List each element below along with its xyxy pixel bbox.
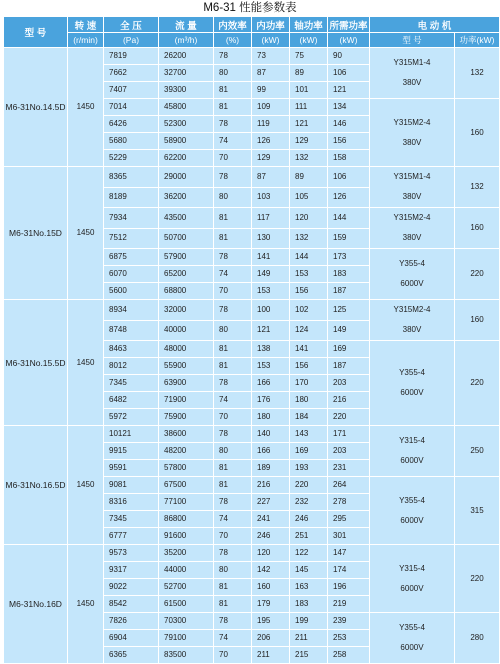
motor-model-cell [370,99,455,167]
motor-power-cell: 220 [455,249,500,300]
required-power-cell: 121 [328,82,370,99]
required-power-cell: 173 [328,249,370,266]
internal-power-cell: 119 [252,116,290,133]
pressure-cell: 7512 [104,228,159,249]
internal-power-cell: 180 [252,409,290,426]
required-power-cell: 134 [328,99,370,116]
internal-power-cell: 73 [252,48,290,65]
pressure-cell: 9022 [104,579,159,596]
motor-voltage-text: 6000V [400,643,424,652]
motor-power-cell: 160 [455,208,500,249]
shaft-power-cell: 211 [290,630,328,647]
speed-cell: 1450 [68,167,104,300]
shaft-power-cell: 145 [290,562,328,579]
unit-shaft-power: (kW) [290,33,328,48]
shaft-power-cell: 193 [290,460,328,477]
motor-model-text: Y315-4 [399,563,425,573]
motor-model-cell [370,48,455,99]
flow-cell: 67500 [159,477,214,494]
pressure-cell: 10121 [104,426,159,443]
flow-cell: 70300 [159,613,214,630]
required-power-cell: 106 [328,167,370,188]
pressure-cell: 6482 [104,392,159,409]
internal-efficiency-cell: 81 [214,460,252,477]
shaft-power-cell: 101 [290,82,328,99]
internal-power-cell: 149 [252,266,290,283]
flow-cell: 68800 [159,283,214,300]
flow-cell: 79100 [159,630,214,647]
motor-voltage-text: 6000V [400,583,424,593]
motor-model-text: Y315M2-4 [393,117,431,127]
internal-power-cell: 206 [252,630,290,647]
internal-power-cell: 211 [252,647,290,664]
performance-table [3,16,500,664]
internal-efficiency-cell: 78 [214,494,252,511]
internal-efficiency-cell: 78 [214,167,252,188]
flow-cell: 50700 [159,228,214,249]
motor-power-cell: 250 [455,426,500,477]
pressure-cell: 7407 [104,82,159,99]
motor-voltage-text: 6000V [400,279,424,288]
col-header-motor: 电 动 机 [370,17,500,33]
required-power-cell: 158 [328,150,370,167]
flow-cell: 86800 [159,511,214,528]
pressure-cell: 9591 [104,460,159,477]
required-power-cell: 264 [328,477,370,494]
flow-cell: 35200 [159,545,214,562]
speed-cell: 1450 [68,300,104,426]
motor-model-cell [370,341,455,426]
pressure-cell: 5972 [104,409,159,426]
shaft-power-cell: 199 [290,613,328,630]
pressure-cell: 8316 [104,494,159,511]
internal-efficiency-cell: 81 [214,596,252,613]
internal-power-cell: 87 [252,167,290,188]
shaft-power-cell: 122 [290,545,328,562]
table-row [4,167,500,188]
required-power-cell: 183 [328,266,370,283]
internal-power-cell: 129 [252,150,290,167]
motor-model-text: Y315-4 [399,436,425,445]
internal-efficiency-cell: 74 [214,392,252,409]
shaft-power-cell: 132 [290,150,328,167]
required-power-cell: 146 [328,116,370,133]
motor-model-text: Y355-4 [399,368,425,377]
fan-model-cell: M6-31No.16.5D [4,426,68,545]
motor-model-text: Y355-4 [399,623,425,632]
unit-flow: (m³/h) [159,33,214,48]
internal-power-cell: 160 [252,579,290,596]
shaft-power-cell: 143 [290,426,328,443]
internal-power-cell: 227 [252,494,290,511]
internal-efficiency-cell: 81 [214,477,252,494]
motor-model-cell [370,477,455,545]
required-power-cell: 156 [328,133,370,150]
required-power-cell: 295 [328,511,370,528]
internal-efficiency-cell: 70 [214,647,252,664]
motor-power-cell: 220 [455,341,500,426]
internal-efficiency-cell: 81 [214,82,252,99]
table-row [4,48,500,65]
internal-power-cell: 241 [252,511,290,528]
internal-power-cell: 166 [252,375,290,392]
motor-power-cell: 280 [455,613,500,664]
internal-power-cell: 100 [252,300,290,321]
unit-required-power: (kW) [328,33,370,48]
flow-cell: 63900 [159,375,214,392]
internal-power-cell: 99 [252,82,290,99]
table-row [4,545,500,562]
shaft-power-cell: 121 [290,116,328,133]
flow-cell: 77100 [159,494,214,511]
flow-cell: 61500 [159,596,214,613]
internal-power-cell: 246 [252,528,290,545]
pressure-cell: 7826 [104,613,159,630]
motor-model-cell [370,167,455,208]
fan-model-cell: M6-31No.15.5D [4,300,68,426]
internal-efficiency-cell: 78 [214,426,252,443]
flow-cell: 39300 [159,82,214,99]
required-power-cell: 219 [328,596,370,613]
internal-efficiency-cell: 70 [214,409,252,426]
required-power-cell: 90 [328,48,370,65]
required-power-cell: 144 [328,208,370,229]
internal-efficiency-cell: 80 [214,187,252,208]
shaft-power-cell: 124 [290,320,328,341]
shaft-power-cell: 102 [290,300,328,321]
internal-power-cell: 176 [252,392,290,409]
flow-cell: 91600 [159,528,214,545]
flow-cell: 32700 [159,65,214,82]
motor-power-cell: 160 [455,300,500,341]
flow-cell: 83500 [159,647,214,664]
pressure-cell: 9317 [104,562,159,579]
motor-voltage-text: 380V [402,192,422,201]
pressure-cell: 8748 [104,320,159,341]
internal-power-cell: 130 [252,228,290,249]
shaft-power-cell: 183 [290,596,328,613]
flow-cell: 62200 [159,150,214,167]
pressure-cell: 8542 [104,596,159,613]
internal-efficiency-cell: 78 [214,545,252,562]
pressure-cell: 6777 [104,528,159,545]
internal-efficiency-cell: 80 [214,65,252,82]
internal-efficiency-cell: 80 [214,443,252,460]
internal-power-cell: 109 [252,99,290,116]
required-power-cell: 258 [328,647,370,664]
internal-power-cell: 141 [252,249,290,266]
shaft-power-cell: 105 [290,187,328,208]
motor-model-cell [370,613,455,664]
shaft-power-cell: 156 [290,358,328,375]
required-power-cell: 231 [328,460,370,477]
motor-model-text: Y315M1-4 [393,58,431,67]
pressure-cell: 8012 [104,358,159,375]
internal-efficiency-cell: 80 [214,562,252,579]
unit-pressure: (Pa) [104,33,159,48]
flow-cell: 26200 [159,48,214,65]
internal-power-cell: 153 [252,358,290,375]
required-power-cell: 216 [328,392,370,409]
motor-voltage-text: 380V [402,233,422,242]
internal-efficiency-cell: 70 [214,528,252,545]
flow-cell: 45800 [159,99,214,116]
flow-cell: 55900 [159,358,214,375]
internal-power-cell: 216 [252,477,290,494]
col-header-pressure: 全 压 [104,17,159,33]
motor-voltage-text: 6000V [400,456,424,465]
shaft-power-cell: 169 [290,443,328,460]
internal-efficiency-cell: 81 [214,579,252,596]
internal-power-cell: 117 [252,208,290,229]
flow-cell: 65200 [159,266,214,283]
internal-efficiency-cell: 78 [214,375,252,392]
flow-cell: 48200 [159,443,214,460]
flow-cell: 29000 [159,167,214,188]
required-power-cell: 220 [328,409,370,426]
header-row-top [4,17,500,33]
motor-model-text: Y315M2-4 [393,213,431,222]
motor-power-cell: 132 [455,167,500,208]
pressure-cell: 7934 [104,208,159,229]
shaft-power-cell: 89 [290,167,328,188]
pressure-cell: 5680 [104,133,159,150]
required-power-cell: 169 [328,341,370,358]
fan-model-cell: M6-31No.14.5D [4,48,68,167]
speed-cell: 1450 [68,48,104,167]
internal-power-cell: 153 [252,283,290,300]
flow-cell: 43500 [159,208,214,229]
flow-cell: 71900 [159,392,214,409]
pressure-cell: 6070 [104,266,159,283]
shaft-power-cell: 144 [290,249,328,266]
internal-efficiency-cell: 81 [214,99,252,116]
header-row-units [4,33,500,48]
required-power-cell: 125 [328,300,370,321]
required-power-cell: 278 [328,494,370,511]
col-header-motor-model: 型 号 [370,33,455,48]
internal-power-cell: 120 [252,545,290,562]
shaft-power-cell: 251 [290,528,328,545]
motor-power-cell: 315 [455,477,500,545]
required-power-cell: 126 [328,187,370,208]
col-header-speed: 转 速 [68,17,104,33]
speed-cell: 1450 [68,426,104,545]
shaft-power-cell: 180 [290,392,328,409]
required-power-cell: 174 [328,562,370,579]
internal-power-cell: 166 [252,443,290,460]
required-power-cell: 106 [328,65,370,82]
fan-model-cell: M6-31No.15D [4,167,68,300]
required-power-cell: 187 [328,358,370,375]
shaft-power-cell: 132 [290,228,328,249]
required-power-cell: 171 [328,426,370,443]
motor-model-cell [370,300,455,341]
pressure-cell: 7345 [104,511,159,528]
pressure-cell: 8463 [104,341,159,358]
shaft-power-cell: 220 [290,477,328,494]
internal-efficiency-cell: 78 [214,249,252,266]
internal-efficiency-cell: 81 [214,358,252,375]
flow-cell: 57900 [159,249,214,266]
pressure-cell: 7345 [104,375,159,392]
flow-cell: 75900 [159,409,214,426]
internal-efficiency-cell: 74 [214,630,252,647]
flow-cell: 32000 [159,300,214,321]
shaft-power-cell: 111 [290,99,328,116]
unit-internal-power: (kW) [252,33,290,48]
required-power-cell: 253 [328,630,370,647]
unit-internal-efficiency: (%) [214,33,252,48]
required-power-cell: 196 [328,579,370,596]
col-header-internal-power: 内功率 [252,17,290,33]
flow-cell: 36200 [159,187,214,208]
required-power-cell: 149 [328,320,370,341]
shaft-power-cell: 232 [290,494,328,511]
flow-cell: 44000 [159,562,214,579]
required-power-cell: 159 [328,228,370,249]
internal-power-cell: 189 [252,460,290,477]
pressure-cell: 6426 [104,116,159,133]
internal-efficiency-cell: 78 [214,48,252,65]
motor-model-cell [370,545,455,613]
internal-efficiency-cell: 80 [214,320,252,341]
motor-model-text: Y315M2-4 [393,305,431,314]
pressure-cell: 9915 [104,443,159,460]
motor-model-text: Y315M1-4 [393,172,431,181]
shaft-power-cell: 89 [290,65,328,82]
motor-power-cell: 132 [455,48,500,99]
shaft-power-cell: 129 [290,133,328,150]
internal-power-cell: 179 [252,596,290,613]
internal-power-cell: 140 [252,426,290,443]
motor-model-cell [370,208,455,249]
flow-cell: 58900 [159,133,214,150]
table-row [4,300,500,321]
required-power-cell: 239 [328,613,370,630]
table-row [4,426,500,443]
pressure-cell: 8934 [104,300,159,321]
page-title: M6-31 性能参数表 [203,2,297,14]
speed-cell: 1450 [68,545,104,664]
required-power-cell: 203 [328,443,370,460]
col-header-internal-efficiency: 内效率 [214,17,252,33]
col-header-shaft-power: 轴功率 [290,17,328,33]
motor-power-cell: 160 [455,99,500,167]
shaft-power-cell: 75 [290,48,328,65]
internal-power-cell: 103 [252,187,290,208]
motor-voltage-text: 380V [402,78,422,87]
internal-power-cell: 121 [252,320,290,341]
motor-model-text: Y355-4 [399,259,425,268]
pressure-cell: 7662 [104,65,159,82]
col-header-model: 型 号 [4,17,68,48]
motor-voltage-text: 380V [402,325,422,334]
flow-cell: 40000 [159,320,214,341]
internal-efficiency-cell: 70 [214,283,252,300]
internal-power-cell: 138 [252,341,290,358]
shaft-power-cell: 141 [290,341,328,358]
required-power-cell: 147 [328,545,370,562]
motor-model-cell [370,426,455,477]
shaft-power-cell: 170 [290,375,328,392]
pressure-cell: 6904 [104,630,159,647]
motor-model-text: Y355-4 [399,495,425,505]
motor-power-cell: 220 [455,545,500,613]
pressure-cell: 5229 [104,150,159,167]
pressure-cell: 9573 [104,545,159,562]
required-power-cell: 187 [328,283,370,300]
flow-cell: 48000 [159,341,214,358]
pressure-cell: 7014 [104,99,159,116]
internal-efficiency-cell: 74 [214,266,252,283]
internal-power-cell: 142 [252,562,290,579]
col-header-flow: 流 量 [159,17,214,33]
internal-efficiency-cell: 78 [214,613,252,630]
required-power-cell: 301 [328,528,370,545]
internal-efficiency-cell: 81 [214,341,252,358]
shaft-power-cell: 163 [290,579,328,596]
pressure-cell: 6365 [104,647,159,664]
shaft-power-cell: 156 [290,283,328,300]
shaft-power-cell: 246 [290,511,328,528]
unit-speed: (r/min) [68,33,104,48]
internal-efficiency-cell: 78 [214,116,252,133]
motor-voltage-text: 6000V [400,388,424,397]
internal-efficiency-cell: 81 [214,228,252,249]
flow-cell: 52700 [159,579,214,596]
table-body [4,48,500,664]
internal-efficiency-cell: 78 [214,300,252,321]
shaft-power-cell: 153 [290,266,328,283]
internal-power-cell: 87 [252,65,290,82]
internal-power-cell: 195 [252,613,290,630]
pressure-cell: 8189 [104,187,159,208]
pressure-cell: 5600 [104,283,159,300]
col-header-required-power: 所需功率 [328,17,370,33]
internal-efficiency-cell: 81 [214,208,252,229]
required-power-cell: 203 [328,375,370,392]
internal-efficiency-cell: 74 [214,511,252,528]
motor-voltage-text: 380V [402,137,422,147]
flow-cell: 57800 [159,460,214,477]
shaft-power-cell: 215 [290,647,328,664]
shaft-power-cell: 120 [290,208,328,229]
shaft-power-cell: 184 [290,409,328,426]
pressure-cell: 8365 [104,167,159,188]
internal-efficiency-cell: 70 [214,150,252,167]
internal-efficiency-cell: 74 [214,133,252,150]
pressure-cell: 6875 [104,249,159,266]
col-header-motor-power: 功率(kW) [455,33,500,48]
motor-model-cell [370,249,455,300]
pressure-cell: 7819 [104,48,159,65]
pressure-cell: 9081 [104,477,159,494]
internal-power-cell: 126 [252,133,290,150]
motor-voltage-text: 6000V [400,515,424,525]
flow-cell: 52300 [159,116,214,133]
flow-cell: 38600 [159,426,214,443]
fan-model-cell: M6-31No.16D [4,545,68,664]
